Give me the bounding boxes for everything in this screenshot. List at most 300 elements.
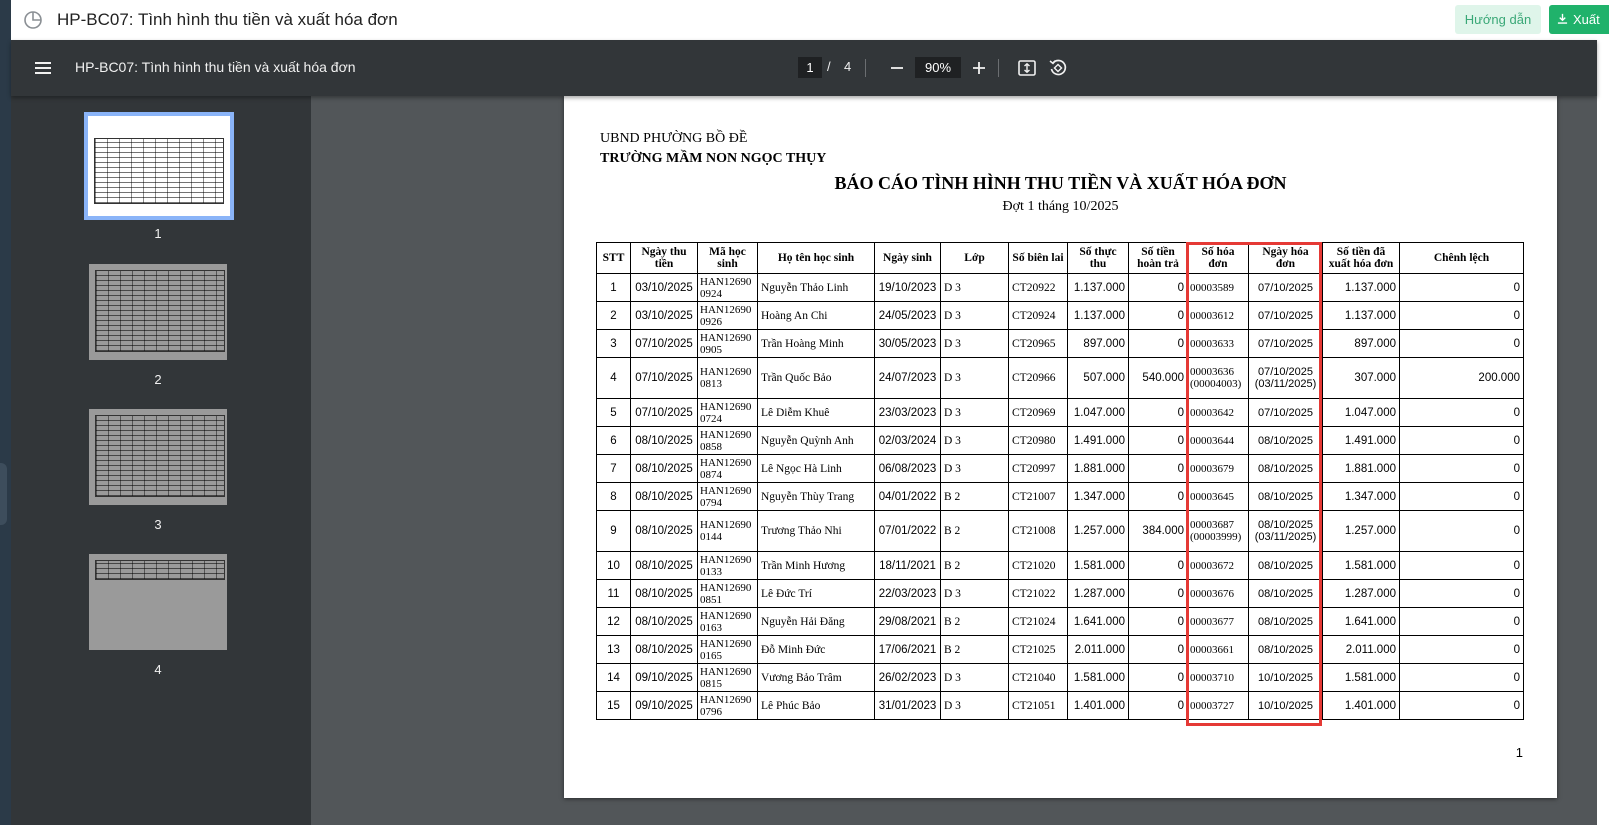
so-bien-lai-value: CT20997 — [1012, 462, 1056, 475]
hoan-tra-value: 0 — [1177, 462, 1184, 475]
report-title: BÁO CÁO TÌNH HÌNH THU TIỀN VÀ XUẤT HÓA ĐƠN — [834, 173, 1287, 193]
cell-ma-hoc-sinh — [698, 636, 758, 664]
so-hoa-don-value: 00003589 — [1190, 281, 1234, 294]
cell-so-bien-lai — [1009, 455, 1068, 483]
cell-da-xuat-hoa-don — [1323, 483, 1400, 511]
cell-so-bien-lai — [1009, 608, 1068, 636]
cell-ma-hoc-sinh — [698, 664, 758, 692]
ma-hoc-sinh-line1: HAN12690 — [700, 519, 752, 531]
cell-chenh-lech — [1400, 427, 1524, 455]
page-number-input[interactable]: 1 — [798, 57, 822, 78]
cell-da-xuat-hoa-don — [1323, 580, 1400, 608]
thumbnail-number: 4 — [154, 662, 162, 677]
thumbnail-content — [95, 560, 225, 580]
cell-stt — [597, 274, 631, 302]
hamburger-menu-icon[interactable] — [33, 58, 53, 78]
cell-ho-ten — [758, 455, 875, 483]
cell-ngay-sinh — [875, 552, 941, 580]
cell-ma-hoc-sinh — [698, 580, 758, 608]
ngay-sinh-value: 04/01/2022 — [878, 490, 937, 503]
lop-value: D 3 — [944, 587, 961, 600]
ma-hoc-sinh-line1: HAN12690 — [700, 275, 752, 288]
stt-value: 1 — [610, 281, 617, 294]
cell-so-tien-hoan-tra — [1129, 608, 1188, 636]
ngay-sinh-value: 17/06/2021 — [878, 643, 937, 656]
ngay-thu-value: 08/10/2025 — [635, 525, 693, 537]
lop-value: D 3 — [944, 671, 961, 684]
column-header: Số tiền hoàn trả — [1129, 243, 1188, 274]
ma-hoc-sinh-line1: HAN12690 — [700, 303, 752, 316]
ngay-hoa-don-value: 07/10/2025 — [1257, 406, 1314, 419]
ngay-sinh-value: 19/10/2023 — [878, 281, 937, 294]
lop-value: B 2 — [944, 525, 961, 537]
cell-lop — [941, 511, 1009, 552]
table-row — [597, 608, 1524, 636]
ma-hoc-sinh-line2: 0796 — [700, 705, 722, 718]
ho-ten-value: Trần Minh Hương — [761, 559, 846, 572]
table-header-row — [597, 243, 1524, 274]
table-row — [597, 427, 1524, 455]
chenh-lech-value: 0 — [1513, 671, 1520, 684]
ngay-sinh-value: 18/11/2021 — [879, 559, 936, 572]
cell-da-xuat-hoa-don — [1323, 330, 1400, 358]
guide-button[interactable]: Hướng dẫn — [1455, 5, 1541, 34]
cell-so-hoa-don — [1188, 399, 1249, 427]
cell-so-hoa-don — [1188, 664, 1249, 692]
ho-ten-value: Hoàng An Chi — [761, 309, 828, 322]
cell-ngay-sinh — [875, 399, 941, 427]
so-thuc-thu-value: 507.000 — [1083, 372, 1125, 384]
ma-hoc-sinh-line2: 0813 — [700, 378, 722, 390]
ngay-hoa-don-extra: (03/11/2025) — [1254, 378, 1317, 390]
column-header: Số tiền đã xuất hóa đơn — [1323, 243, 1400, 274]
ngay-sinh-value: 26/02/2023 — [878, 671, 937, 684]
cell-da-xuat-hoa-don — [1323, 358, 1400, 399]
cell-ho-ten — [758, 580, 875, 608]
ngay-sinh-value: 31/01/2023 — [878, 699, 937, 712]
cell-ngay-hoa-don — [1249, 580, 1323, 608]
so-hoa-don-value: 00003645 — [1190, 490, 1234, 503]
da-xuat-value: 1.491.000 — [1344, 434, 1396, 447]
ngay-thu-value: 03/10/2025 — [635, 309, 693, 322]
cell-ho-ten — [758, 274, 875, 302]
ngay-sinh-value: 22/03/2023 — [878, 587, 937, 600]
cell-so-bien-lai — [1009, 483, 1068, 511]
cell-ma-hoc-sinh — [698, 483, 758, 511]
cell-da-xuat-hoa-don — [1323, 455, 1400, 483]
chenh-lech-value: 0 — [1513, 643, 1520, 656]
ho-ten-value: Nguyễn Quỳnh Anh — [761, 434, 854, 447]
cell-so-thuc-thu — [1068, 483, 1129, 511]
cell-chenh-lech — [1400, 483, 1524, 511]
da-xuat-value: 1.347.000 — [1344, 490, 1396, 503]
cell-so-hoa-don — [1188, 552, 1249, 580]
page-separator: / — [827, 59, 831, 74]
cell-so-thuc-thu — [1068, 552, 1129, 580]
so-hoa-don-value: 00003644 — [1190, 434, 1234, 447]
cell-ngay-hoa-don — [1249, 608, 1323, 636]
page-thumbnail-4[interactable] — [89, 554, 227, 650]
toolbar-divider — [998, 59, 999, 77]
cell-stt — [597, 330, 631, 358]
thumbnail-number: 2 — [154, 372, 162, 387]
table-row — [597, 664, 1524, 692]
column-header: STT — [597, 243, 631, 274]
da-xuat-value: 1.137.000 — [1344, 281, 1396, 294]
stt-value: 10 — [607, 559, 620, 572]
stt-value: 11 — [607, 587, 620, 600]
lop-value: D 3 — [944, 372, 961, 384]
cell-lop — [941, 427, 1009, 455]
cell-so-thuc-thu — [1068, 302, 1129, 330]
cell-so-hoa-don — [1188, 483, 1249, 511]
cell-ngay-sinh — [875, 511, 941, 552]
so-hoa-don-value: 00003636 — [1190, 366, 1234, 378]
cell-so-thuc-thu — [1068, 664, 1129, 692]
cell-ho-ten — [758, 330, 875, 358]
export-button[interactable] — [1549, 5, 1609, 34]
so-thuc-thu-value: 1.581.000 — [1073, 559, 1125, 572]
cell-chenh-lech — [1400, 274, 1524, 302]
cell-ho-ten — [758, 511, 875, 552]
cell-so-tien-hoan-tra — [1129, 455, 1188, 483]
so-hoa-don-value: 00003672 — [1190, 559, 1234, 572]
cell-lop — [941, 636, 1009, 664]
page-thumbnail-3[interactable] — [89, 409, 227, 505]
ho-ten-value: Nguyễn Thùy Trang — [761, 490, 855, 503]
so-hoa-don-value: 00003679 — [1190, 462, 1234, 475]
cell-ho-ten — [758, 664, 875, 692]
so-hoa-don-value: 00003710 — [1190, 671, 1234, 684]
page-thumbnail-2[interactable] — [89, 264, 227, 360]
cell-lop — [941, 330, 1009, 358]
ngay-thu-value: 08/10/2025 — [635, 559, 693, 572]
cell-ngay-sinh — [875, 427, 941, 455]
lop-value: D 3 — [944, 699, 961, 712]
cell-stt — [597, 552, 631, 580]
plus-icon[interactable] — [969, 58, 989, 78]
chenh-lech-value: 0 — [1513, 337, 1520, 350]
download-icon — [1557, 12, 1568, 27]
ma-hoc-sinh-line2: 0858 — [700, 440, 722, 453]
cell-ho-ten — [758, 302, 875, 330]
cell-ngay-thu — [631, 483, 698, 511]
so-bien-lai-value: CT20969 — [1012, 406, 1056, 419]
rotate-icon[interactable] — [1047, 57, 1069, 79]
hoan-tra-value: 0 — [1177, 559, 1184, 572]
so-bien-lai-value: CT21022 — [1012, 587, 1056, 600]
cell-so-hoa-don — [1188, 274, 1249, 302]
cell-so-thuc-thu — [1068, 274, 1129, 302]
ma-hoc-sinh-line1: HAN12690 — [700, 456, 752, 469]
so-bien-lai-value: CT20980 — [1012, 434, 1056, 447]
cell-ma-hoc-sinh — [698, 399, 758, 427]
cell-ngay-thu — [631, 302, 698, 330]
org-line-1: UBND PHƯỜNG BỒ ĐỀ — [600, 131, 748, 146]
cell-lop — [941, 608, 1009, 636]
chenh-lech-value: 0 — [1513, 462, 1520, 475]
cell-so-thuc-thu — [1068, 692, 1129, 720]
cell-so-thuc-thu — [1068, 608, 1129, 636]
cell-so-tien-hoan-tra — [1129, 580, 1188, 608]
stt-value: 12 — [607, 615, 620, 628]
export-label: Xuất — [1573, 12, 1600, 27]
cell-ngay-thu — [631, 636, 698, 664]
document-canvas[interactable] — [311, 96, 1597, 825]
ho-ten-value: Lê Ngọc Hà Linh — [761, 462, 842, 475]
stt-value: 8 — [610, 490, 617, 503]
lop-value: D 3 — [944, 462, 961, 475]
chenh-lech-value: 0 — [1513, 587, 1520, 600]
ngay-hoa-don-value: 07/10/2025 — [1257, 281, 1314, 294]
table-row — [597, 580, 1524, 608]
minus-icon[interactable] — [887, 58, 907, 78]
chenh-lech-value: 0 — [1513, 490, 1520, 503]
cell-ngay-sinh — [875, 455, 941, 483]
document-page — [564, 96, 1557, 798]
da-xuat-value: 1.401.000 — [1344, 699, 1396, 712]
table-row — [597, 399, 1524, 427]
so-hoa-don-value: 00003676 — [1190, 587, 1234, 600]
cell-so-thuc-thu — [1068, 330, 1129, 358]
cell-stt — [597, 511, 631, 552]
cell-so-bien-lai — [1009, 511, 1068, 552]
ma-hoc-sinh-line2: 0163 — [700, 621, 722, 634]
cell-chenh-lech — [1400, 692, 1524, 720]
ma-hoc-sinh-line2: 0926 — [700, 315, 722, 328]
cell-so-tien-hoan-tra — [1129, 511, 1188, 552]
so-thuc-thu-value: 1.401.000 — [1073, 699, 1125, 712]
stt-value: 9 — [610, 525, 617, 537]
table-row — [597, 302, 1524, 330]
ngay-hoa-don-value: 08/10/2025 — [1257, 615, 1314, 628]
column-header: Mã học sinh — [698, 243, 758, 274]
ngay-thu-value: 08/10/2025 — [635, 490, 693, 503]
hoan-tra-value: 0 — [1177, 490, 1184, 503]
so-thuc-thu-value: 1.047.000 — [1073, 406, 1125, 419]
lop-value: B 2 — [944, 643, 961, 656]
cell-stt — [597, 664, 631, 692]
stt-value: 13 — [607, 643, 620, 656]
cell-ma-hoc-sinh — [698, 302, 758, 330]
ngay-hoa-don-value: 10/10/2025 — [1257, 699, 1314, 712]
so-hoa-don-value: 00003677 — [1190, 615, 1234, 628]
column-header: Số thực thu — [1068, 243, 1129, 274]
so-bien-lai-value: CT20922 — [1012, 281, 1056, 294]
cell-lop — [941, 302, 1009, 330]
cell-lop — [941, 552, 1009, 580]
cell-so-hoa-don — [1188, 455, 1249, 483]
cell-ho-ten — [758, 399, 875, 427]
ma-hoc-sinh-line1: HAN12690 — [700, 553, 752, 566]
so-bien-lai-value: CT20966 — [1012, 372, 1056, 384]
cell-lop — [941, 455, 1009, 483]
ma-hoc-sinh-line1: HAN12690 — [700, 637, 752, 650]
cell-ho-ten — [758, 427, 875, 455]
hoan-tra-value: 0 — [1177, 309, 1184, 322]
so-bien-lai-value: CT21008 — [1012, 525, 1056, 537]
cell-so-tien-hoan-tra — [1129, 552, 1188, 580]
cell-ngay-hoa-don — [1249, 552, 1323, 580]
cell-da-xuat-hoa-don — [1323, 552, 1400, 580]
ngay-hoa-don-extra: (03/11/2025) — [1254, 531, 1317, 543]
so-thuc-thu-value: 1.287.000 — [1073, 587, 1125, 600]
cell-so-tien-hoan-tra — [1129, 358, 1188, 399]
cell-ngay-hoa-don — [1249, 302, 1323, 330]
cell-ngay-hoa-don — [1249, 455, 1323, 483]
cell-da-xuat-hoa-don — [1323, 511, 1400, 552]
lop-value: B 2 — [944, 615, 961, 628]
so-bien-lai-value: CT21024 — [1012, 615, 1056, 628]
cell-stt — [597, 580, 631, 608]
column-header: Họ tên học sinh — [758, 243, 875, 274]
ngay-thu-value: 07/10/2025 — [635, 406, 693, 419]
cell-ngay-sinh — [875, 274, 941, 302]
da-xuat-value: 1.257.000 — [1344, 525, 1396, 537]
cell-so-bien-lai — [1009, 302, 1068, 330]
cell-stt — [597, 399, 631, 427]
cell-ngay-sinh — [875, 358, 941, 399]
zoom-level-input[interactable]: 90% — [915, 57, 961, 78]
chenh-lech-value: 0 — [1513, 309, 1520, 322]
page-thumbnail-1[interactable] — [88, 116, 230, 216]
cell-ma-hoc-sinh — [698, 511, 758, 552]
cell-so-thuc-thu — [1068, 580, 1129, 608]
so-hoa-don-value: 00003727 — [1190, 699, 1234, 712]
cell-da-xuat-hoa-don — [1323, 399, 1400, 427]
ngay-hoa-don-value: 07/10/2025 — [1257, 337, 1314, 350]
ma-hoc-sinh-line2: 0144 — [700, 531, 722, 543]
so-thuc-thu-value: 1.137.000 — [1073, 309, 1125, 322]
cell-ma-hoc-sinh — [698, 358, 758, 399]
cell-ngay-sinh — [875, 302, 941, 330]
thumbnail-content — [95, 415, 225, 497]
pie-chart-icon — [22, 9, 44, 31]
cell-so-tien-hoan-tra — [1129, 274, 1188, 302]
ma-hoc-sinh-line2: 0165 — [700, 649, 722, 662]
cell-chenh-lech — [1400, 580, 1524, 608]
cell-chenh-lech — [1400, 636, 1524, 664]
lop-value: B 2 — [944, 490, 961, 503]
cell-so-hoa-don — [1188, 692, 1249, 720]
left-edge-handle[interactable] — [0, 463, 7, 525]
da-xuat-value: 1.581.000 — [1344, 671, 1396, 684]
fit-page-icon[interactable] — [1016, 57, 1038, 79]
cell-so-hoa-don — [1188, 427, 1249, 455]
so-bien-lai-value: CT21020 — [1012, 559, 1056, 572]
cell-ngay-sinh — [875, 692, 941, 720]
hoan-tra-value: 0 — [1177, 615, 1184, 628]
cell-ma-hoc-sinh — [698, 274, 758, 302]
ngay-sinh-value: 30/05/2023 — [878, 337, 937, 350]
column-header: Ngày hóa đơn — [1249, 243, 1323, 274]
so-hoa-don-value: 00003612 — [1190, 309, 1234, 322]
da-xuat-value: 897.000 — [1354, 337, 1396, 350]
ma-hoc-sinh-line1: HAN12690 — [700, 609, 752, 622]
stt-value: 5 — [610, 406, 617, 419]
lop-value: D 3 — [944, 406, 961, 419]
cell-ngay-thu — [631, 427, 698, 455]
stt-value: 7 — [610, 462, 617, 475]
stt-value: 3 — [610, 337, 617, 350]
ngay-sinh-value: 23/03/2023 — [878, 406, 937, 419]
so-thuc-thu-value: 897.000 — [1083, 337, 1125, 350]
chenh-lech-value: 0 — [1513, 525, 1520, 537]
column-header: Ngày sinh — [875, 243, 941, 274]
ngay-hoa-don-value: 08/10/2025 — [1257, 462, 1314, 475]
cell-ngay-thu — [631, 608, 698, 636]
cell-ngay-hoa-don — [1249, 511, 1323, 552]
cell-ngay-thu — [631, 511, 698, 552]
document-title: HP-BC07: Tình hình thu tiền và xuất hóa đơn — [75, 59, 356, 75]
ngay-sinh-value: 29/08/2021 — [878, 615, 937, 628]
cell-so-hoa-don — [1188, 330, 1249, 358]
org-line-2: TRƯỜNG MẦM NON NGỌC THỤY — [600, 151, 827, 166]
cell-lop — [941, 580, 1009, 608]
ho-ten-value: Nguyễn Hải Đăng — [761, 615, 845, 628]
cell-stt — [597, 483, 631, 511]
ma-hoc-sinh-line1: HAN12690 — [700, 366, 752, 378]
ho-ten-value: Lê Diễm Khuê — [761, 406, 830, 419]
cell-da-xuat-hoa-don — [1323, 692, 1400, 720]
so-thuc-thu-value: 1.257.000 — [1073, 525, 1125, 537]
chenh-lech-value: 0 — [1513, 281, 1520, 294]
so-bien-lai-value: CT21025 — [1012, 643, 1056, 656]
ma-hoc-sinh-line1: HAN12690 — [700, 331, 752, 344]
cell-ho-ten — [758, 636, 875, 664]
cell-so-thuc-thu — [1068, 399, 1129, 427]
table-row — [597, 274, 1524, 302]
cell-stt — [597, 608, 631, 636]
so-thuc-thu-value: 1.881.000 — [1073, 462, 1125, 475]
ho-ten-value: Lê Phúc Bảo — [761, 699, 821, 712]
hoan-tra-value: 0 — [1177, 671, 1184, 684]
ngay-thu-value: 09/10/2025 — [635, 671, 693, 684]
cell-so-hoa-don — [1188, 302, 1249, 330]
ma-hoc-sinh-line2: 0724 — [700, 412, 722, 425]
cell-lop — [941, 664, 1009, 692]
da-xuat-value: 2.011.000 — [1345, 643, 1396, 656]
ma-hoc-sinh-line2: 0874 — [700, 468, 722, 481]
cell-so-tien-hoan-tra — [1129, 427, 1188, 455]
ngay-sinh-value: 06/08/2023 — [878, 462, 937, 475]
cell-ngay-thu — [631, 692, 698, 720]
left-edge-strip — [0, 0, 11, 825]
cell-so-thuc-thu — [1068, 455, 1129, 483]
cell-so-tien-hoan-tra — [1129, 483, 1188, 511]
so-hoa-don-extra: (00004003) — [1190, 378, 1242, 390]
so-bien-lai-value: CT20924 — [1012, 309, 1056, 322]
thumbnail-number: 3 — [154, 517, 162, 532]
cell-ngay-hoa-don — [1249, 664, 1323, 692]
cell-chenh-lech — [1400, 330, 1524, 358]
cell-da-xuat-hoa-don — [1323, 427, 1400, 455]
cell-ngay-thu — [631, 455, 698, 483]
cell-da-xuat-hoa-don — [1323, 302, 1400, 330]
cell-so-tien-hoan-tra — [1129, 692, 1188, 720]
ngay-hoa-don-value: 08/10/2025 — [1257, 587, 1314, 600]
cell-ngay-sinh — [875, 580, 941, 608]
stt-value: 14 — [607, 671, 620, 684]
cell-so-bien-lai — [1009, 636, 1068, 664]
cell-so-thuc-thu — [1068, 358, 1129, 399]
da-xuat-value: 1.581.000 — [1344, 559, 1396, 572]
ngay-hoa-don-value: 08/10/2025 — [1257, 559, 1314, 572]
column-header: Ngày thu tiền — [631, 243, 698, 274]
so-thuc-thu-value: 1.347.000 — [1073, 490, 1125, 503]
thumbnail-content — [94, 138, 224, 204]
cell-so-tien-hoan-tra — [1129, 664, 1188, 692]
